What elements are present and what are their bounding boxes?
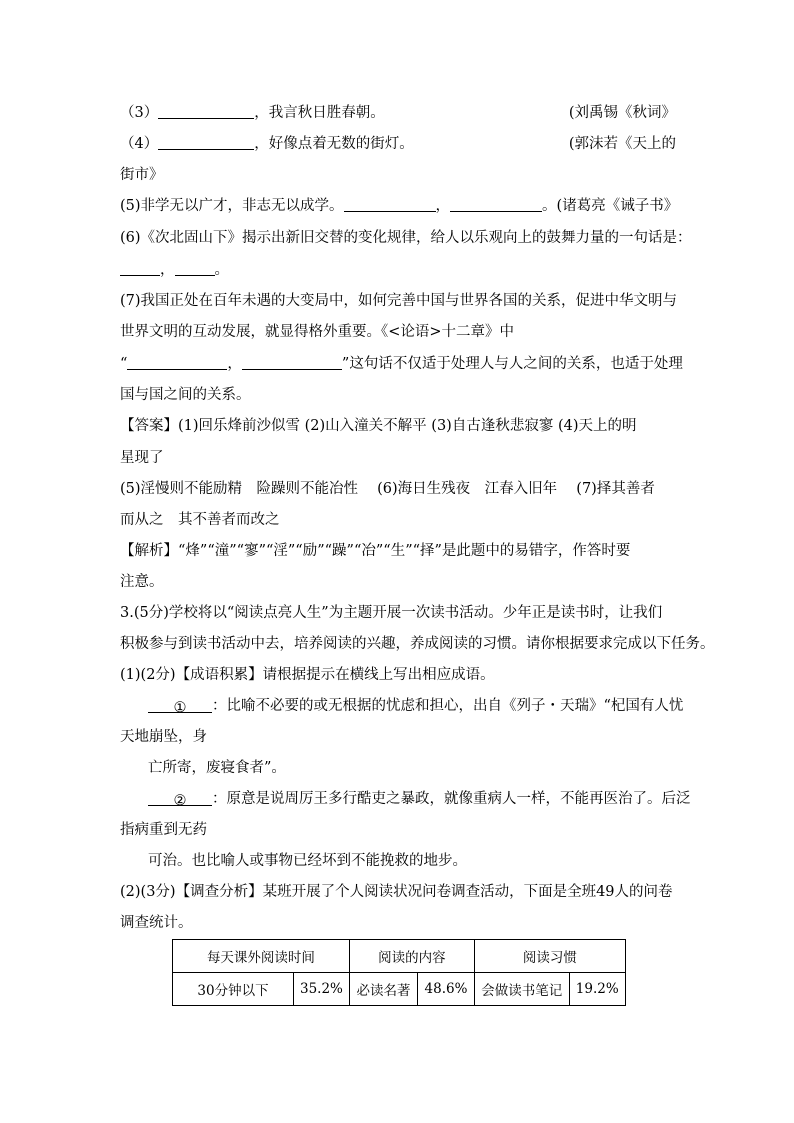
- analysis-line-2: 注意。: [120, 574, 164, 590]
- answer-blank[interactable]: [450, 197, 542, 212]
- idiom-1-cont: 天地崩坠，身: [120, 729, 207, 745]
- idiom-1-cont-2: 亡所寄，废寝食者”。: [148, 760, 286, 776]
- table-row: [173, 973, 626, 1006]
- task-3-part-2: (2)(3分)【调查分析】某班开展了个人阅读状况问卷调查活动，下面是全班49人的问卷: [120, 884, 673, 900]
- table-cell: 19.2%: [569, 973, 625, 1006]
- answer-blank[interactable]: [120, 261, 160, 276]
- question-4-source-cont: 街市》: [120, 167, 164, 183]
- table-header: 阅读习惯: [474, 940, 625, 973]
- survey-table: [172, 939, 626, 1006]
- table-cell: 30分钟以下: [173, 973, 294, 1006]
- task-3-part-2-cont: 调查统计。: [120, 915, 193, 931]
- answer-line-4: 而从之 其不善者而改之: [120, 512, 280, 528]
- answer-line-3: (5)淫慢则不能励精 险躁则不能冶性 (6)海日生残夜 江春入旧年 (7)择其善者: [120, 481, 655, 497]
- answer-blank[interactable]: [158, 135, 254, 150]
- question-6-line: (6)《次北固山下》揭示出新旧交替的变化规律，给人以乐观向上的鼓舞力量的一句话是：: [120, 230, 692, 246]
- question-7-line-1: (7)我国正处在百年未遇的大变局中，如何完善中国与世界各国的关系，促进中华文明与: [120, 293, 678, 309]
- analysis-line-1: 【解析】“烽”“潼”“寥”“淫”“励”“躁”“冶”“生”“择”是此题中的易错字，作答时要: [120, 543, 631, 559]
- question-6-blanks: ， 。: [120, 260, 676, 280]
- task-3-intro-1: 3.(5分)学校将以“阅读点亮人生”为主题开展一次读书活动。少年正是读书时，让我们: [120, 605, 663, 621]
- question-7-line-2: 世界文明的互动发展，就显得格外重要。《<论语>十二章》中: [120, 324, 515, 340]
- table-header: 阅读的内容: [349, 940, 474, 973]
- task-3-part-1: (1)(2分)【成语积累】请根据提示在横线上写出相应成语。: [120, 667, 495, 683]
- idiom-2-line: ② ：原意是说周厉王多行酷吏之暴政，就像重病人一样，不能再医治了。后泛: [148, 789, 704, 809]
- question-3-line: （3） ，我言秋日胜春朝。 (刘禹锡《秋词》: [120, 105, 676, 121]
- question-7-line-4: 国与国之间的关系。: [120, 387, 251, 403]
- answer-blank[interactable]: [158, 104, 254, 119]
- idiom-blank-1[interactable]: ①: [148, 698, 212, 713]
- task-3-intro-2: 积极参与到读书活动中去，培养阅读的兴趣，养成阅读的习惯。请你根据要求完成以下任务。: [120, 636, 715, 652]
- question-7-line-3: “ ， ”这句话不仅适于处理人与人之间的关系，也适于处理: [120, 356, 683, 372]
- question-5-line: (5)非学无以广才，非志无以成学。 ， 。(诸葛亮《诫子书》: [120, 198, 679, 214]
- table-cell: 48.6%: [418, 973, 475, 1006]
- answer-blank[interactable]: [127, 355, 227, 370]
- table-cell: 35.2%: [294, 973, 350, 1006]
- answer-line-2: 星现了: [120, 450, 164, 466]
- table-header-row: [173, 940, 626, 973]
- idiom-2-cont: 指病重到无药: [120, 822, 207, 838]
- source-citation: (刘禹锡《秋词》: [568, 105, 676, 121]
- idiom-2-cont-2: 可治。也比喻人或事物已经坏到不能挽救的地步。: [148, 853, 467, 869]
- answer-blank[interactable]: [344, 197, 436, 212]
- answer-line-1: 【答案】(1)回乐烽前沙似雪 (2)山入潼关不解平 (3)自古逢秋悲寂寥 (4)天上的明: [120, 418, 637, 434]
- idiom-1-line: ① ：比喻不必要的或无根据的忧虑和担心，出自《列子・天瑞》“杞国有人忧: [148, 696, 704, 716]
- table-header: 每天课外阅读时间: [173, 940, 350, 973]
- idiom-blank-2[interactable]: ②: [148, 791, 212, 806]
- answer-blank[interactable]: [242, 355, 342, 370]
- question-4-line: （4） ，好像点着无数的街灯。 (郭沫若《天上的: [120, 136, 676, 152]
- table-cell: 会做读书笔记: [474, 973, 569, 1006]
- answer-blank[interactable]: [175, 261, 215, 276]
- source-citation: (郭沫若《天上的: [568, 136, 676, 152]
- table-cell: 必读名著: [349, 973, 417, 1006]
